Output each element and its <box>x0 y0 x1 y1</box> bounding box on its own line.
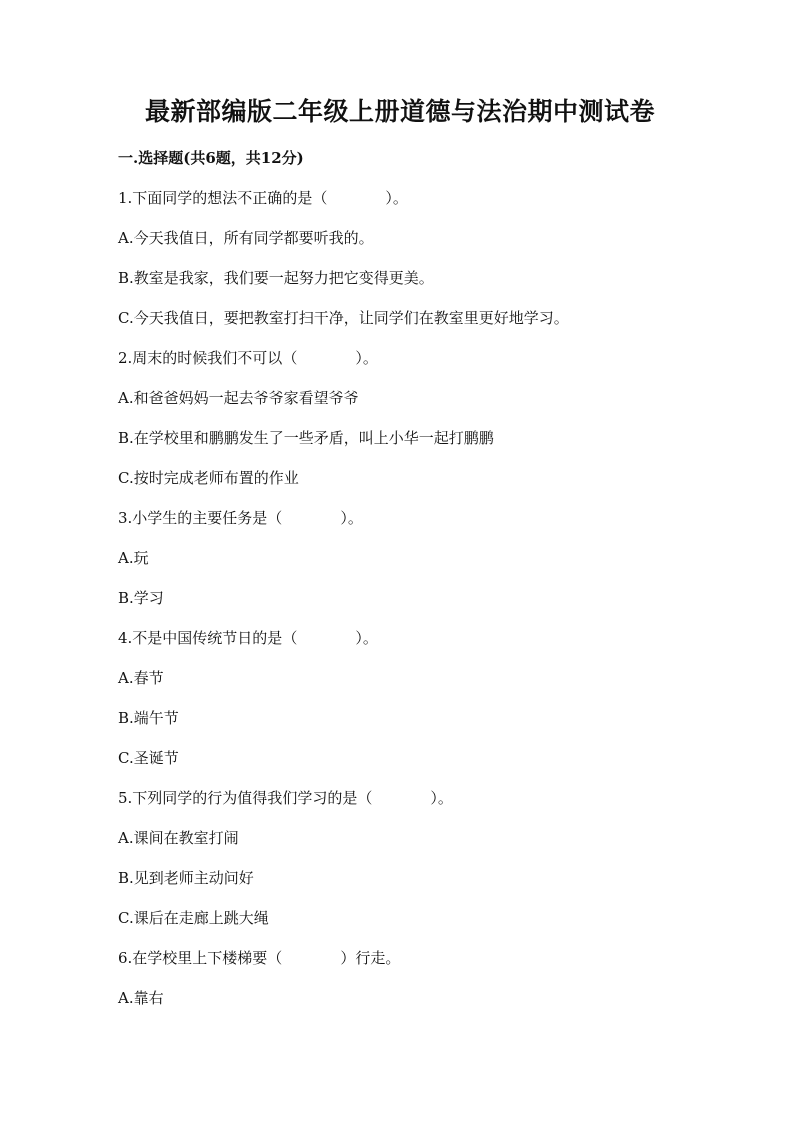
question-1-option-a: A.今天我值日，所有同学都要听我的。 <box>118 229 374 247</box>
question-1-option-b: B.教室是我家，我们要一起努力把它变得更美。 <box>118 269 434 287</box>
question-stem-end: ）。 <box>385 189 408 207</box>
question-stem-text: 5.下列同学的行为值得我们学习的是（ <box>118 789 373 807</box>
question-6-option-a: A.靠右 <box>118 989 164 1007</box>
question-5-option-a: A.课间在教室打闹 <box>118 829 239 847</box>
question-stem-text: 3.小学生的主要任务是（ <box>118 509 283 527</box>
question-stem-text: 2.周末的时候我们不可以（ <box>118 349 298 367</box>
question-5-option-b: B.见到老师主动问好 <box>118 869 254 887</box>
page-title: 最新部编版二年级上册道德与法治期中测试卷 <box>144 97 655 126</box>
question-stem-end: ）。 <box>340 509 363 527</box>
question-stem-text: 1.下面同学的想法不正确的是（ <box>118 189 328 207</box>
question-3-option-b: B.学习 <box>118 589 164 607</box>
question-stem-end: ）。 <box>430 789 453 807</box>
question-stem-text: 4.不是中国传统节日的是（ <box>118 629 298 647</box>
question-2-stem <box>118 348 378 368</box>
question-4-stem <box>118 628 378 648</box>
question-4-option-b: B.端午节 <box>118 709 179 727</box>
question-2-option-b: B.在学校里和鹏鹏发生了一些矛盾，叫上小华一起打鹏鹏 <box>118 429 494 447</box>
question-3-stem <box>118 508 363 528</box>
question-4-option-c: C.圣诞节 <box>118 749 179 767</box>
question-1-stem <box>118 188 408 208</box>
question-4-option-a: A.春节 <box>118 669 164 687</box>
question-stem-text: 6.在学校里上下楼梯要（ <box>118 949 283 967</box>
question-5-stem <box>118 788 453 808</box>
question-stem-end: ）。 <box>355 349 378 367</box>
question-stem-end: ）。 <box>355 629 378 647</box>
question-1-option-c: C.今天我值日，要把教室打扫干净，让同学们在教室里更好地学习。 <box>118 309 569 327</box>
question-3-option-a: A.玩 <box>118 549 149 567</box>
question-2-option-c: C.按时完成老师布置的作业 <box>118 469 299 487</box>
section-heading: 一.选择题(共6题，共12分) <box>118 149 304 167</box>
question-2-option-a: A.和爸爸妈妈一起去爷爷家看望爷爷 <box>118 389 359 407</box>
question-stem-end: ）行走。 <box>340 949 401 967</box>
question-5-option-c: C.课后在走廊上跳大绳 <box>118 909 269 927</box>
question-6-stem <box>118 948 400 968</box>
